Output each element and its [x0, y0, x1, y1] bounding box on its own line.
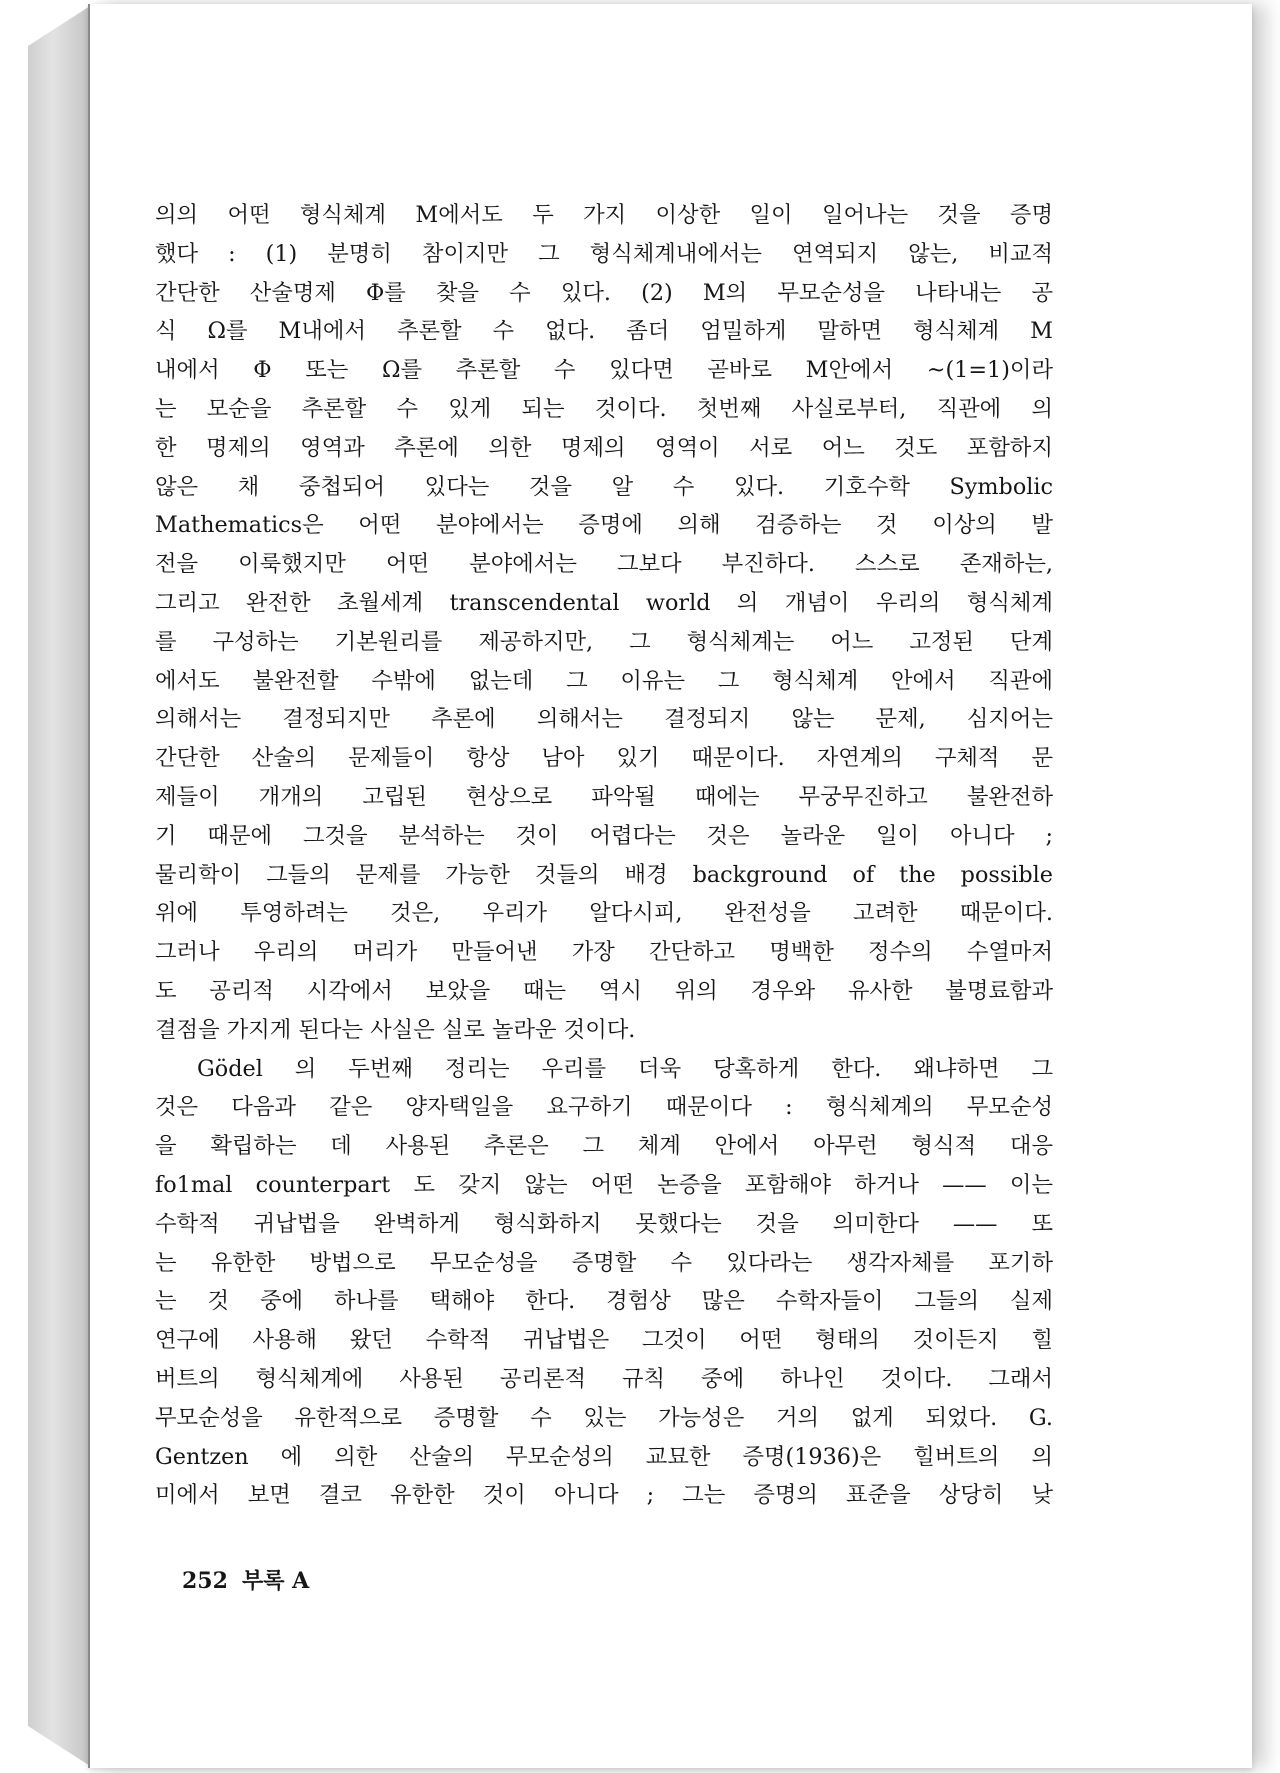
text-line: 그리고 완전한 초월세계 transcendental world 의 개념이 우리의 형식체계	[155, 589, 1053, 616]
text-line: 위에 투영하려는 것은, 우리가 알다시피, 완전성을 고려한 때문이다.	[155, 900, 1053, 927]
text-line: 전을 이룩했지만 어떤 분야에서는 그보다 부진하다. 스스로 존재하는,	[155, 551, 1053, 578]
text-line: 연구에 사용해 왔던 수학적 귀납법은 그것이 어떤 형태의 것이든지 힐	[155, 1327, 1053, 1354]
page-body-text	[155, 196, 1053, 1515]
text-line: 수학적 귀납법을 완벽하게 형식화하지 못했다는 것을 의미한다 —— 또	[155, 1210, 1053, 1237]
text-line: 않은 채 중첩되어 있다는 것을 알 수 있다. 기호수학 Symbolic	[155, 473, 1053, 500]
text-line: 그러나 우리의 머리가 만들어낸 가장 간단하고 명백한 정수의 수열마저	[155, 939, 1053, 966]
text-line: 간단한 산술의 문제들이 항상 남아 있기 때문이다. 자연계의 구체적 문	[155, 745, 1053, 772]
text-line: 기 때문에 그것을 분석하는 것이 어렵다는 것은 놀라운 일이 아니다 ;	[155, 822, 1053, 849]
text-line: 무모순성을 유한적으로 증명할 수 있는 가능성은 거의 없게 되었다. G.	[155, 1404, 1053, 1431]
page-footer	[182, 1564, 323, 1595]
text-line: 제들이 개개의 고립된 현상으로 파악될 때에는 무궁무진하고 불완전하	[155, 783, 1053, 810]
text-line: Mathematics은 어떤 분야에서는 증명에 의해 검증하는 것 이상의 발	[155, 512, 1053, 539]
text-line: 는 유한한 방법으로 무모순성을 증명할 수 있다라는 생각자체를 포기하	[155, 1249, 1053, 1276]
text-line: 도 공리적 시각에서 보았을 때는 역시 위의 경우와 유사한 불명료함과	[155, 977, 1053, 1004]
text-line: 식 Ω를 M내에서 추론할 수 없다. 좀더 엄밀하게 말하면 형식체계 M	[155, 318, 1053, 345]
page-number: 252	[182, 1568, 228, 1594]
text-line: 미에서 보면 결코 유한한 것이 아니다 ; 그는 증명의 표준을 상당히 낮	[155, 1482, 1053, 1509]
text-line: Gödel 의 두번째 정리는 우리를 더욱 당혹하게 한다. 왜냐하면 그	[197, 1055, 1053, 1082]
book-spine	[28, 6, 90, 1766]
text-line: fo1mal counterpart 도 갖지 않는 어떤 논증을 포함해야 하거나 —— 이는	[155, 1171, 1053, 1198]
text-line: 의해서는 결정되지만 추론에 의해서는 결정되지 않는 문제, 심지어는	[155, 706, 1053, 733]
text-line: 를 구성하는 기본원리를 제공하지만, 그 형식체계는 어느 고정된 단계	[155, 628, 1053, 655]
text-line: 의의 어떤 형식체계 M에서도 두 가지 이상한 일이 일어나는 것을 증명	[155, 202, 1053, 228]
text-line: 을 확립하는 데 사용된 추론은 그 체계 안에서 아무런 형식적 대응	[155, 1133, 1053, 1160]
text-line: 는 것 중에 하나를 택해야 한다. 경험상 많은 수학자들이 그들의 실제	[155, 1288, 1053, 1315]
text-line: 결점을 가지게 된다는 사실은 실로 놀라운 것이다.	[155, 1016, 636, 1043]
text-line: 내에서 Φ 또는 Ω를 추론할 수 있다면 곧바로 M안에서 ~(1=1)이라	[155, 357, 1053, 384]
text-line: 는 모순을 추론할 수 있게 되는 것이다. 첫번째 사실로부터, 직관에 의	[155, 395, 1053, 422]
text-line: 간단한 산술명제 Φ를 찾을 수 있다. (2) M의 무모순성을 나타내는 공	[155, 279, 1053, 306]
text-line: 에서도 불완전할 수밖에 없는데 그 이유는 그 형식체계 안에서 직관에	[155, 667, 1053, 694]
text-line: 버트의 형식체계에 사용된 공리론적 규칙 중에 하나인 것이다. 그래서	[155, 1365, 1053, 1392]
text-line: 한 명제의 영역과 추론에 의한 명제의 영역이 서로 어느 것도 포함하지	[155, 434, 1053, 461]
text-line: 물리학이 그들의 문제를 가능한 것들의 배경 background of the possible	[155, 861, 1053, 888]
section-label: 부록 A	[241, 1568, 310, 1594]
text-line: 했다 : (1) 분명히 참이지만 그 형식체계내에서는 연역되지 않는, 비교적	[155, 240, 1053, 267]
text-line: Gentzen 에 의한 산술의 무모순성의 교묘한 증명(1936)은 힐버트의 의	[155, 1443, 1053, 1470]
text-line: 것은 다음과 같은 양자택일을 요구하기 때문이다 : 형식체계의 무모순성	[155, 1094, 1053, 1121]
